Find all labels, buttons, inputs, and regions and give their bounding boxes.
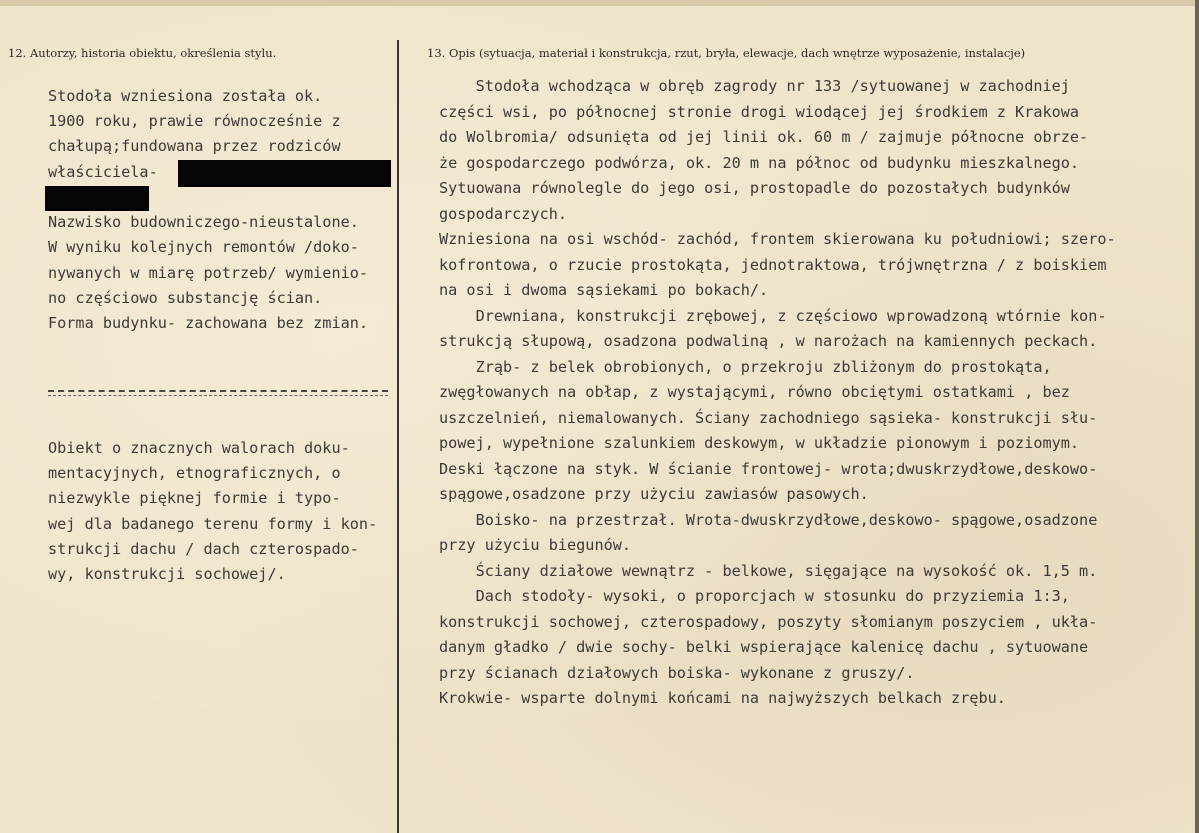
paper-right-edge	[1195, 0, 1199, 833]
description-line: powej, wypełnione szalunkiem deskowym, w układzie pionowym i poziomym.	[439, 434, 1080, 452]
description-line: przy użyciu biegunów.	[439, 536, 632, 554]
history-line: Forma budynku- zachowana bez zmian.	[48, 314, 369, 332]
redaction-bar	[45, 186, 149, 211]
history-line: chałupą;fundowana przez rodziców	[48, 137, 341, 155]
description-line: Boisko- na przestrzał. Wrota-dwuskrzydłowe,deskowo- spągowe,osadzone	[439, 511, 1098, 529]
description-line: przy ścianach działowych boiska- wykonane z gruszy/.	[439, 664, 915, 682]
column-divider	[397, 40, 399, 833]
description-line: Stodoła wchodząca w obręb zagrody nr 133 /sytuowanej w zachodniej	[439, 77, 1070, 95]
description-line: na osi i dwoma sąsiekami po bokach/.	[439, 281, 769, 299]
description-line: Dach stodoły- wysoki, o proporcjach w stosunku do przyziemia 1:3,	[439, 587, 1070, 605]
history-line: Stodoła wzniesiona została ok.	[48, 87, 323, 105]
description-line: Sytuowana równolegle do jego osi, prostopadle do pozostałych budynków	[439, 179, 1070, 197]
description-line: że gospodarczego podwórza, ok. 20 m na północ od budynku mieszkalnego.	[439, 154, 1080, 172]
description-line: Krokwie- wsparte dolnymi końcami na najwyższych belkach zrębu.	[439, 689, 1006, 707]
paper-top-edge	[0, 0, 1199, 6]
assessment-line: wy, konstrukcji sochowej/.	[48, 565, 286, 583]
history-line: 1900 roku, prawie równocześnie z	[48, 112, 341, 130]
history-line: właściciela-	[48, 163, 158, 181]
description-line: kofrontowa, o rzucie prostokąta, jednotraktowa, trójwnętrzna / z boiskiem	[439, 256, 1107, 274]
description-line: uszczelnień, niemalowanych. Ściany zachodniego sąsieka- konstrukcji słu-	[439, 409, 1098, 427]
description-line: danym gładko / dwie sochy- belki wspierające kalenicę dachu , sytuowane	[439, 638, 1089, 656]
history-line: W wyniku kolejnych remontów /doko-	[48, 238, 359, 256]
assessment-line: Obiekt o znacznych walorach doku-	[48, 439, 350, 457]
description-line: gospodarczych.	[439, 205, 568, 223]
assessment-line: niezwykle pięknej formie i typo-	[48, 489, 341, 507]
description-line: Wzniesiona na osi wschód- zachód, frontem skierowana ku południowi; szero-	[439, 230, 1116, 248]
section-separator	[48, 390, 388, 392]
assessment-line: strukcji dachu / dach czterospado-	[48, 540, 359, 558]
redaction-bar	[178, 160, 391, 187]
assessment-line: mentacyjnych, etnograficznych, o	[48, 464, 341, 482]
description-line: Ściany działowe wewnątrz - belkowe, sięgające na wysokość ok. 1,5 m.	[439, 562, 1098, 580]
description-line: spągowe,osadzone przy użyciu zawiasów pasowych.	[439, 485, 869, 503]
description-line: strukcją słupową, osadzona podwaliną , w narożach na kamiennych peckach.	[439, 332, 1098, 350]
history-line: Nazwisko budowniczego-nieustalone.	[48, 213, 359, 231]
description-line: części wsi, po północnej stronie drogi wiodącej jej środkiem z Krakowa	[439, 103, 1080, 121]
description-line: do Wolbromia/ odsunięta od jej linii ok. 60 m / zajmuje północne obrze-	[439, 128, 1089, 146]
history-line: no częściowo substancję ścian.	[48, 289, 323, 307]
section-separator	[48, 395, 388, 396]
description-line: Zrąb- z belek obrobionych, o przekroju zbliżonym do prostokąta,	[439, 358, 1052, 376]
description-line: Drewniana, konstrukcji zrębowej, z częściowo wprowadzoną wtórnie kon-	[439, 307, 1107, 325]
assessment-line: wej dla badanego terenu formy i kon-	[48, 515, 378, 533]
history-line: nywanych w miarę potrzeb/ wymienio-	[48, 264, 369, 282]
left-section-header: 12. Autorzy, historia obiektu, określenia stylu.	[8, 46, 277, 60]
description-line: konstrukcji sochowej, czterospadowy, poszyty słomianym poszyciem , ukła-	[439, 613, 1098, 631]
description-line: Deski łączone na styk. W ścianie frontowej- wrota;dwuskrzydłowe,deskowo-	[439, 460, 1098, 478]
right-section-header: 13. Opis (sytuacja, materiał i konstrukcja, rzut, bryła, elewacje, dach wnętrze wyposażenie, instalacje)	[427, 46, 1026, 60]
description-line: zwęgłowanych na obłap, z wystającymi, równo obciętymi ostatkami , bez	[439, 383, 1070, 401]
